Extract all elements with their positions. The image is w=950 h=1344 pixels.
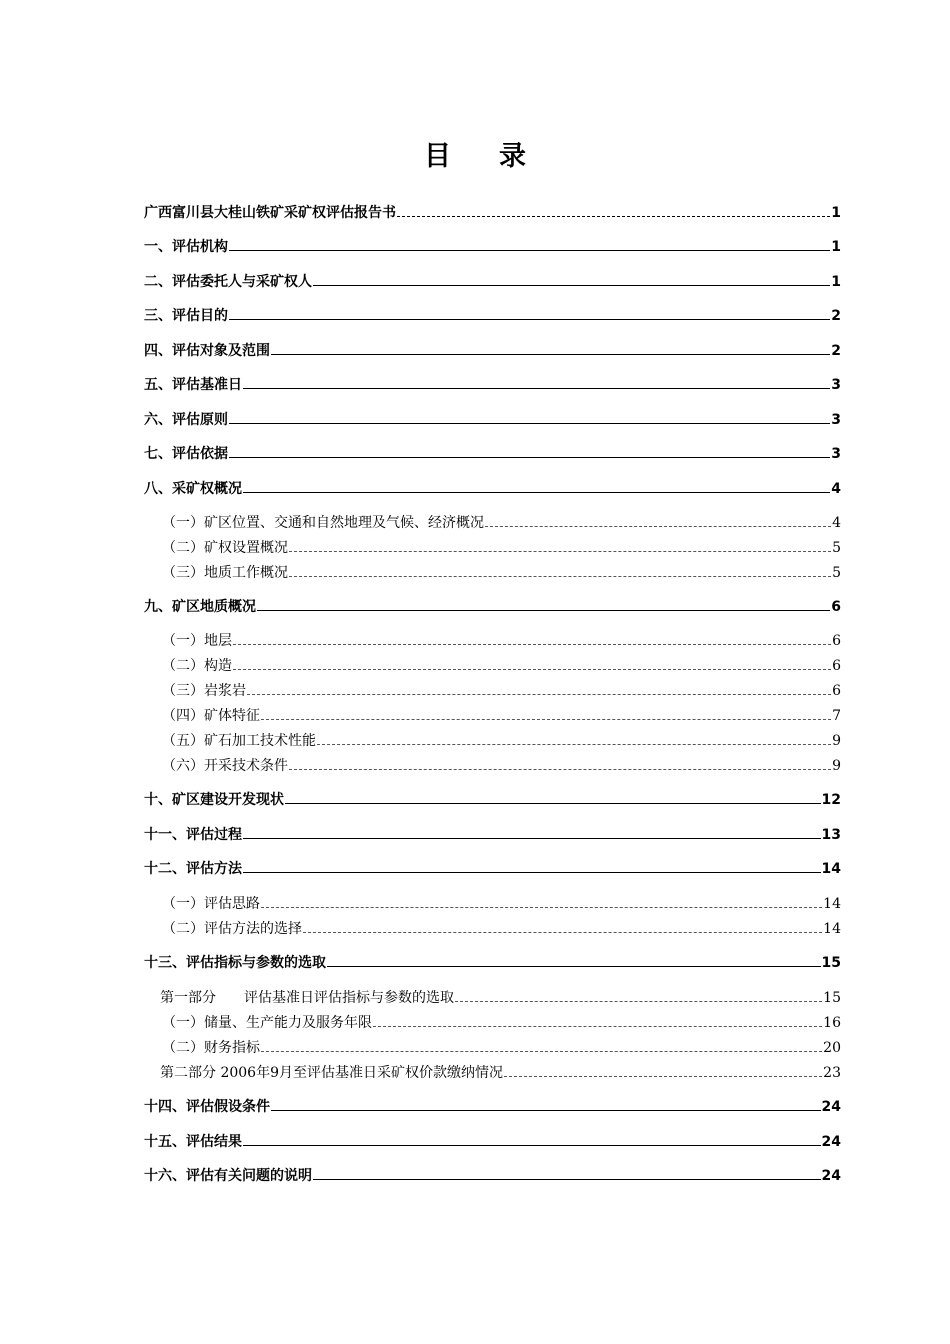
toc-leader	[289, 769, 831, 770]
toc-leader	[455, 1001, 822, 1002]
toc-page-number: 14	[823, 896, 841, 912]
toc-page-number: 9	[832, 733, 841, 749]
toc-leader	[233, 669, 831, 670]
toc-leader	[373, 1026, 822, 1027]
toc-leader	[271, 354, 830, 355]
toc-page-number: 3	[831, 446, 841, 462]
toc-entry-label: 三、评估目的	[144, 308, 228, 324]
toc-entry[interactable]	[144, 202, 841, 224]
toc-page-number: 6	[832, 633, 841, 649]
toc-subentry[interactable]	[162, 730, 841, 752]
toc-entry-label: 四、评估对象及范围	[144, 343, 270, 359]
page-title	[0, 134, 950, 173]
toc-entry[interactable]	[144, 596, 841, 618]
toc-subentry[interactable]	[160, 1062, 841, 1084]
toc-subentry[interactable]	[160, 987, 841, 1009]
toc-leader	[247, 694, 831, 695]
toc-entry[interactable]	[144, 236, 841, 258]
toc-leader	[229, 250, 830, 251]
toc-leader	[271, 1110, 821, 1111]
toc-page-number: 2	[831, 343, 841, 359]
toc-leader	[485, 526, 831, 527]
toc-entry-label: 广西富川县大桂山铁矿采矿权评估报告书	[144, 205, 396, 221]
toc-leader	[313, 285, 830, 286]
toc-entry-label: 十六、评估有关问题的说明	[144, 1168, 312, 1184]
toc-page-number: 5	[832, 540, 841, 556]
toc-leader	[327, 966, 821, 967]
toc-subentry[interactable]	[162, 893, 841, 915]
toc-page-number: 3	[831, 377, 841, 393]
toc-leader	[317, 744, 831, 745]
toc-entry[interactable]	[144, 1096, 841, 1118]
toc-leader	[243, 1145, 821, 1146]
toc-subentry[interactable]	[162, 562, 841, 584]
toc-leader	[313, 1179, 821, 1180]
toc-entry[interactable]	[144, 1131, 841, 1153]
toc-leader	[229, 457, 830, 458]
toc-entry-label: 五、评估基准日	[144, 377, 242, 393]
toc-subentry[interactable]	[162, 755, 841, 777]
toc-entry-label: （四）矿体特征	[162, 708, 260, 724]
toc-leader	[243, 838, 821, 839]
toc-entry[interactable]	[144, 824, 841, 846]
toc-page-number: 9	[832, 758, 841, 774]
toc-entry-label: 第二部分 2006年9月至评估基准日采矿权价款缴纳情况	[160, 1065, 503, 1081]
toc-entry-label: （三）地质工作概况	[162, 565, 288, 581]
toc-leader	[243, 388, 830, 389]
toc-leader	[285, 803, 821, 804]
toc-entry-label: 十三、评估指标与参数的选取	[144, 955, 326, 971]
toc-subentry[interactable]	[162, 630, 841, 652]
toc-entry-label: 第一部分 评估基准日评估指标与参数的选取	[160, 990, 454, 1006]
toc-entry-label: 十二、评估方法	[144, 861, 242, 877]
toc-entry[interactable]	[144, 374, 841, 396]
toc-entry-label: （三）岩浆岩	[162, 683, 246, 699]
toc-entry-label: 十、矿区建设开发现状	[144, 792, 284, 808]
toc-page-number: 6	[831, 599, 841, 615]
toc-page-number: 14	[823, 921, 841, 937]
toc-entry-label: （六）开采技术条件	[162, 758, 288, 774]
toc-page-number: 1	[831, 205, 841, 221]
toc-entry-label: （一）储量、生产能力及服务年限	[162, 1015, 372, 1031]
toc-page-number: 15	[821, 955, 841, 971]
toc-entry-label: （一）地层	[162, 633, 232, 649]
toc-leader	[303, 932, 822, 933]
toc-entry[interactable]	[144, 789, 841, 811]
toc-page-number: 4	[832, 515, 841, 531]
toc-entry-label: 十一、评估过程	[144, 827, 242, 843]
toc-entry-label: 九、矿区地质概况	[144, 599, 256, 615]
toc-leader	[243, 492, 830, 493]
title-char-1: 目	[424, 141, 451, 172]
toc-leader	[261, 1051, 822, 1052]
toc-entry-label: （五）矿石加工技术性能	[162, 733, 316, 749]
toc-subentry[interactable]	[162, 1012, 841, 1034]
toc-page-number: 12	[821, 792, 841, 808]
toc-subentry[interactable]	[162, 918, 841, 940]
toc-entry[interactable]	[144, 478, 841, 500]
toc-leader	[289, 576, 831, 577]
toc-leader	[289, 551, 831, 552]
toc-entry[interactable]	[144, 305, 841, 327]
toc-leader	[229, 319, 830, 320]
toc-leader	[229, 423, 830, 424]
toc-page-number: 15	[823, 990, 841, 1006]
toc-entry[interactable]	[144, 409, 841, 431]
toc-entry-label: 八、采矿权概况	[144, 481, 242, 497]
toc-leader	[257, 610, 830, 611]
toc-entry[interactable]	[144, 952, 841, 974]
toc-entry-label: 十五、评估结果	[144, 1134, 242, 1150]
toc-leader	[261, 907, 822, 908]
toc-subentry[interactable]	[162, 512, 841, 534]
title-char-2: 录	[499, 141, 526, 172]
toc-subentry[interactable]	[162, 705, 841, 727]
toc-entry-label: （一）矿区位置、交通和自然地理及气候、经济概况	[162, 515, 484, 531]
toc-entry[interactable]	[144, 858, 841, 880]
toc-leader	[261, 719, 831, 720]
toc-page-number: 3	[831, 412, 841, 428]
toc-page-number: 6	[832, 658, 841, 674]
toc-subentry[interactable]	[162, 1037, 841, 1059]
toc-entry-label: 六、评估原则	[144, 412, 228, 428]
toc-entry[interactable]	[144, 340, 841, 362]
toc-entry-label: （二）评估方法的选择	[162, 921, 302, 937]
toc-page-number: 24	[821, 1134, 841, 1150]
toc-entry-label: （一）评估思路	[162, 896, 260, 912]
toc-entry-label: 一、评估机构	[144, 239, 228, 255]
toc-entry[interactable]	[144, 271, 841, 293]
toc-page-number: 13	[821, 827, 841, 843]
toc-leader	[397, 216, 830, 217]
toc-page-number: 1	[831, 239, 841, 255]
toc-page-number: 24	[821, 1099, 841, 1115]
toc-entry[interactable]	[144, 443, 841, 465]
toc-entry-label: 七、评估依据	[144, 446, 228, 462]
toc-subentry[interactable]	[162, 537, 841, 559]
toc-page-number: 14	[821, 861, 841, 877]
toc-entry-label: 十四、评估假设条件	[144, 1099, 270, 1115]
toc-entry-label: （二）财务指标	[162, 1040, 260, 1056]
toc-subentry[interactable]	[162, 680, 841, 702]
toc-page-number: 16	[823, 1015, 841, 1031]
toc-page-number: 20	[823, 1040, 841, 1056]
toc-page-number: 7	[832, 708, 841, 724]
toc-entry-label: （二）构造	[162, 658, 232, 674]
toc-leader	[243, 872, 821, 873]
toc-entry-label: （二）矿权设置概况	[162, 540, 288, 556]
toc-page-number: 6	[832, 683, 841, 699]
toc-subentry[interactable]	[162, 655, 841, 677]
toc-entry[interactable]	[144, 1165, 841, 1187]
toc-entry-label: 二、评估委托人与采矿权人	[144, 274, 312, 290]
toc-page-number: 23	[823, 1065, 841, 1081]
toc-page-number: 2	[831, 308, 841, 324]
toc-leader	[504, 1076, 822, 1077]
toc-page-number: 24	[821, 1168, 841, 1184]
toc-page-number: 4	[831, 481, 841, 497]
toc-page-number: 5	[832, 565, 841, 581]
toc-leader	[233, 644, 831, 645]
toc-page-number: 1	[831, 274, 841, 290]
